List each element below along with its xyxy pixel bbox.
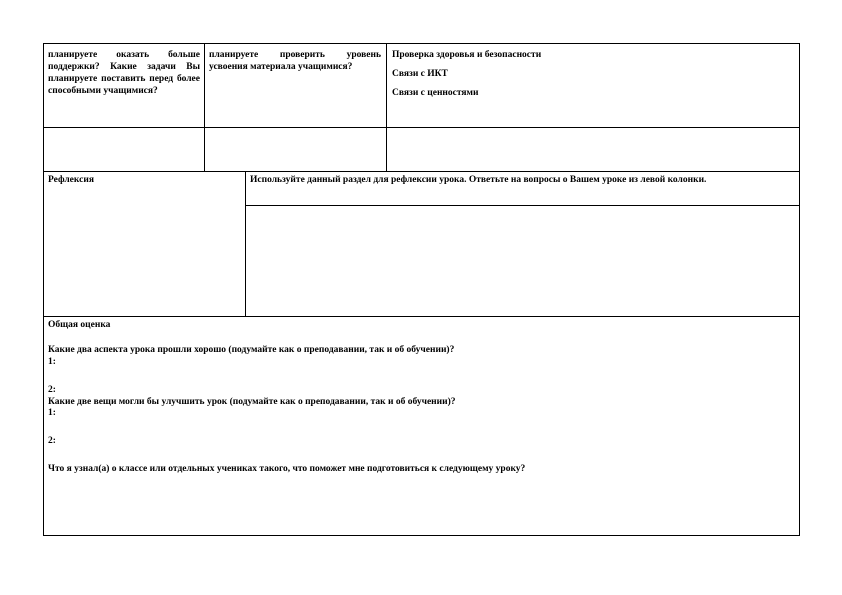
row-divider-2: [43, 171, 800, 172]
overall-title: Общая оценка: [48, 320, 111, 330]
went-well-answer-1: 1:: [48, 356, 56, 367]
reflection-label: Рефлексия: [48, 175, 94, 185]
assessment-text: планируете проверить уровень усвоения материала учащимися?: [209, 50, 381, 72]
cross-curricular-cell: [392, 50, 792, 100]
reflection-instructions: Используйте данный раздел для рефлексии урока. Ответьте на вопросы о Вашем уроке из левой колонки.: [250, 175, 707, 185]
reflection-label-cell: [48, 175, 238, 187]
assessment-cell: [209, 50, 381, 74]
support-tasks-cell: [48, 50, 200, 98]
health-safety-label: Проверка здоровья и безопасности: [392, 50, 542, 60]
question-improve: Какие две вещи могли бы улучшить урок (подумайте как о преподавании, так и об обучении)?: [48, 396, 456, 407]
overall-evaluation-cell: [48, 320, 793, 476]
reflection-instructions-cell: [250, 175, 795, 187]
went-well-answer-2: 2:: [48, 384, 56, 395]
row-divider-3: [43, 316, 800, 317]
row-divider-1: [43, 127, 800, 128]
values-links-label: Связи с ценностями: [392, 87, 479, 98]
support-tasks-text: планируете оказать больше поддержки? Какие задачи Вы планируете поставить перед более способными учащимися?: [48, 50, 200, 96]
improve-answer-2: 2:: [48, 436, 56, 447]
improve-answer-1: 1:: [48, 408, 56, 419]
question-went-well: Какие два аспекта урока прошли хорошо (подумайте как о преподавании, так и об обучении)?: [48, 344, 455, 355]
question-learned: Что я узнал(а) о классе или отдельных учениках такого, что поможет мне подготовиться к следующему уроку?: [48, 464, 526, 475]
col-divider-2: [386, 43, 387, 172]
reflection-col-divider: [245, 171, 246, 317]
ict-links-label: Связи с ИКТ: [392, 68, 448, 79]
reflection-inner-divider: [245, 205, 800, 206]
col-divider-1: [204, 43, 205, 172]
